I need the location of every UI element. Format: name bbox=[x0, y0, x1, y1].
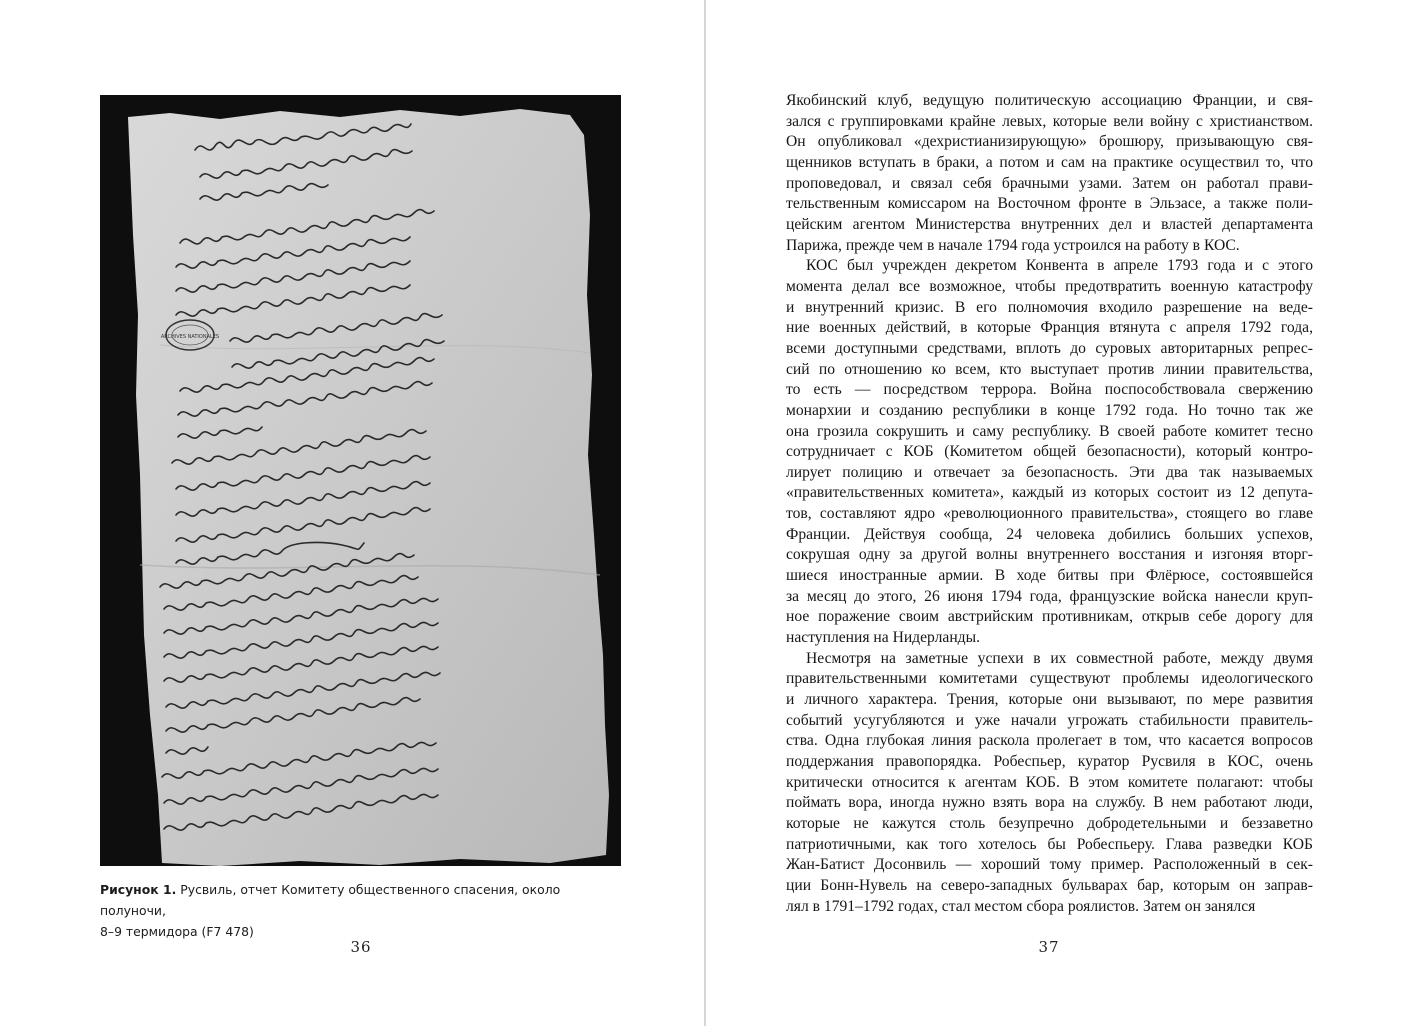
text-line: проповедовал, и связал себя брачными узами. Затем он работал прави- bbox=[786, 174, 1313, 192]
text-line: сокрушая одну за другой волны внутреннего восстания и изгоняя вторг- bbox=[786, 546, 1313, 564]
caption-line-2: 8–9 термидора (F7 478) bbox=[100, 924, 254, 939]
text-line: зался с группировками крайне левых, которые вели войну с христианством. bbox=[786, 112, 1313, 130]
page-number-right: 37 bbox=[1038, 938, 1060, 956]
text-line: критически относится к агентам КОБ. В этом комитете полагают: чтобы bbox=[786, 773, 1313, 791]
text-line: Франции. Действуя сообща, 24 человека добились больших успехов, bbox=[786, 525, 1313, 543]
text-line: наступления на Нидерланды. bbox=[786, 629, 980, 647]
right-page bbox=[706, 0, 1410, 1026]
text-line: лял в 1791–1792 годах, стал местом сбора роялистов. Затем он занялся bbox=[786, 897, 1256, 915]
page-number-left: 36 bbox=[350, 938, 372, 956]
text-line: тов, составляют ядро «революционного правительства», стоящего во главе bbox=[786, 505, 1313, 523]
text-line: и внутренний кризис. В его полномочия входило разрешение на веде- bbox=[786, 298, 1313, 316]
svg-text:ARCHIVES NATIONALES: ARCHIVES NATIONALES bbox=[160, 334, 220, 340]
paragraph bbox=[786, 649, 1313, 918]
text-line: монархии и созданию республики в конце 1792 года. Но точно так же bbox=[786, 401, 1313, 419]
text-line: сий по отношению ко всем, кто выступает против линии правительства, bbox=[786, 360, 1313, 378]
text-line: ства. Одна глубокая линия раскола пролегает в том, что касается вопросов bbox=[786, 732, 1313, 750]
text-line: поддержания правопорядка. Робеспьер, куратор Русвиля в КОС, очень bbox=[786, 753, 1313, 770]
caption-line-1: Русвиль, отчет Комитету общественного спасения, около полуночи, bbox=[100, 882, 561, 918]
text-line: ное поражение своим австрийским противникам, открыв себе дорогу для bbox=[786, 608, 1313, 626]
text-line: момента делал все возможное, чтобы предотвратить военную катастрофу bbox=[786, 277, 1313, 295]
text-line: которые не кажутся столь безупречно добродетельными и беззаветно bbox=[786, 814, 1313, 832]
text-line: Парижа, прежде чем в начале 1794 года устроился на работу в КОС. bbox=[786, 236, 1240, 254]
text-line: поймать вора, иногда нужно взять вора на службу. В нем работают люди, bbox=[786, 794, 1313, 812]
text-line: шиеся иностранные армии. В ходе битвы при Флёрюсе, состоявшейся bbox=[786, 567, 1313, 585]
figure-caption bbox=[100, 879, 620, 942]
text-line: и личного характера. Трения, которые они вызывают, по мере развития bbox=[786, 691, 1313, 709]
text-line: лирует полицию и отвечает за безопасность. Эти два так называемых bbox=[786, 463, 1313, 481]
text-line: тельственным комиссаром на Восточном фронте в Эльзасе, а также поли- bbox=[786, 195, 1313, 213]
text-line: щенников вступать в браки, а потом и сам на практике осуществил то, что bbox=[786, 153, 1313, 171]
text-line: «правительственных комитета», каждый из которых состоит из 12 депута- bbox=[786, 484, 1313, 502]
body-text bbox=[786, 91, 1313, 917]
text-line: событий усугубляются и уже начали угрожать стабильности правитель- bbox=[786, 711, 1313, 729]
text-line: правительственными комитетами существуют проблемы идеологического bbox=[786, 670, 1313, 688]
text-line: ние военных действий, в которые Франция втянута с апреля 1792 года, bbox=[786, 319, 1313, 337]
text-line: за месяц до этого, 26 июня 1794 года, французские войска нанесли круп- bbox=[786, 587, 1313, 605]
caption-label: Рисунок 1. bbox=[100, 882, 177, 897]
text-line: Он опубликовал «дехристианизирующую» брошюру, призывающую свя- bbox=[786, 133, 1313, 151]
paragraph bbox=[786, 91, 1313, 256]
text-line: ции Бонн-Нувель на северо-западных бульварах бар, которым он заправ- bbox=[786, 876, 1313, 894]
text-line: Якобинский клуб, ведущую политическую ассоциацию Франции, и свя- bbox=[786, 92, 1313, 109]
text-line: то есть — посредством террора. Война поспособствовала свержению bbox=[786, 381, 1313, 399]
manuscript-image bbox=[100, 95, 621, 866]
paragraph bbox=[786, 256, 1313, 648]
text-line: она грозила сокрушить и саму республику. В своей работе комитет тесно bbox=[786, 422, 1313, 440]
text-line: всеми доступными средствами, вплоть до суровых авторитарных репрес- bbox=[786, 339, 1313, 357]
text-line: Жан-Батист Досонвиль — хороший тому пример. Расположенный в сек- bbox=[786, 856, 1313, 874]
text-line: Несмотря на заметные успехи в их совместной работе, между двумя bbox=[806, 649, 1313, 667]
text-line: сотрудничает с КОБ (Комитетом общей безопасности), который контро- bbox=[786, 443, 1313, 461]
text-line: патриотичными, как того хотелось бы Робеспьеру. Глава разведки КОБ bbox=[786, 835, 1313, 853]
text-line: цейским агентом Министерства внутренних дел и властей департамента bbox=[786, 215, 1313, 233]
manuscript-photo bbox=[100, 95, 621, 866]
text-line: КОС был учрежден декретом Конвента в апреле 1793 года и с этого bbox=[806, 257, 1313, 275]
